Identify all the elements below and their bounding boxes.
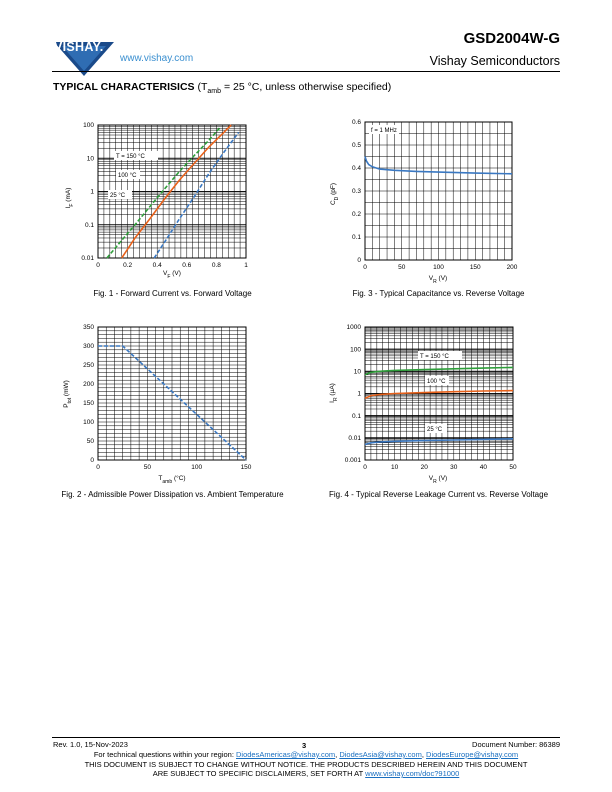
footer-notice-2 bbox=[0, 769, 612, 778]
fig4-xtick: 50 bbox=[509, 464, 517, 471]
fig2-ytick: 100 bbox=[83, 419, 94, 427]
website-link[interactable]: www.vishay.com bbox=[120, 53, 194, 64]
fig1-ytick: 1 bbox=[90, 188, 94, 196]
fig3-annotation: f = 1 MHz bbox=[371, 128, 397, 134]
fig3-ytick: 0.3 bbox=[351, 188, 361, 196]
fig4-ylabel: $I_R$ (µA) bbox=[329, 383, 339, 403]
footer-tech bbox=[0, 750, 612, 759]
section-title-pre: (T bbox=[194, 81, 208, 93]
fig1-ytick: 0.1 bbox=[84, 221, 94, 229]
fig4-xlabel: $V_R$ (V) bbox=[428, 475, 448, 485]
fig3-xtick: 50 bbox=[398, 264, 406, 271]
fig3-xtick: 100 bbox=[433, 264, 444, 271]
fig2-ytick: 0 bbox=[90, 457, 94, 465]
fig3-xlabel: $V_R$ (V) bbox=[428, 275, 448, 285]
fig2-caption: Fig. 2 - Admissible Power Dissipation vs. Ambient Temperature bbox=[61, 490, 284, 499]
fig1-xtick: 0.8 bbox=[211, 262, 221, 269]
section-title-post: = 25 °C, unless otherwise specified) bbox=[221, 81, 392, 93]
fig3-ytick: 0.1 bbox=[351, 234, 361, 242]
fig4-ytick: 1 bbox=[357, 390, 361, 398]
fig3-ytick: 0.2 bbox=[351, 211, 361, 219]
fig1-xtick: 0.4 bbox=[152, 262, 162, 269]
fig4-chart bbox=[325, 320, 525, 485]
fig2-xtick: 100 bbox=[191, 464, 203, 471]
fig2-chart bbox=[60, 320, 260, 485]
section-title bbox=[53, 81, 391, 95]
fig1-ytick: 10 bbox=[86, 155, 94, 163]
fig3-ytick: 0.5 bbox=[351, 142, 361, 150]
fig2-ylabel: $P_{tot}$ (mW) bbox=[63, 380, 73, 408]
fig1-ytick: 0.01 bbox=[81, 255, 94, 263]
fig2-ytick: 150 bbox=[83, 400, 94, 408]
footer-notice-1: THIS DOCUMENT IS SUBJECT TO CHANGE WITHOUT NOTICE. THE PRODUCTS DESCRIBED HEREIN AND THIS DOCUMENT bbox=[84, 760, 528, 769]
footer-rev: Rev. 1.0, 15-Nov-2023 bbox=[53, 740, 128, 749]
fig4-ytick: 0.1 bbox=[351, 412, 361, 420]
fig4-xtick: 0 bbox=[363, 464, 367, 471]
disclaimer-link[interactable]: www.vishay.com/doc?91000 bbox=[365, 769, 460, 778]
fig4-ytick: 0.01 bbox=[348, 435, 361, 443]
fig3-xtick: 200 bbox=[506, 264, 518, 271]
fig4-label-150: T = 150 °C bbox=[420, 354, 449, 360]
email-americas-link[interactable]: DiodesAmericas@vishay.com bbox=[236, 750, 336, 759]
fig4-ytick: 100 bbox=[350, 346, 361, 354]
footer-rule bbox=[52, 737, 560, 738]
fig2-xtick: 50 bbox=[143, 464, 151, 471]
fig1-xtick: 0.6 bbox=[182, 262, 192, 269]
fig4-ytick: 1000 bbox=[346, 324, 361, 332]
fig1-caption: Fig. 1 - Forward Current vs. Forward Voltage bbox=[93, 289, 252, 298]
section-title-sub: amb bbox=[207, 88, 222, 96]
fig2-xtick: 0 bbox=[96, 464, 100, 471]
fig4-ytick: 0.001 bbox=[344, 457, 361, 465]
fig3-ylabel: $C_D$ (pF) bbox=[330, 182, 340, 206]
fig3-xtick: 150 bbox=[469, 264, 481, 271]
fig2-xtick: 150 bbox=[240, 464, 252, 471]
footer-sep2: , bbox=[421, 750, 427, 759]
fig4-xtick: 40 bbox=[479, 464, 488, 471]
fig1-ytick: 100 bbox=[83, 122, 94, 130]
fig2-xlabel: $T_{amb}$ (°C) bbox=[158, 475, 186, 485]
footer-sep1: , bbox=[335, 750, 340, 759]
fig3-ytick: 0 bbox=[357, 257, 361, 265]
fig1-xlabel: $V_F$ (V) bbox=[163, 270, 181, 280]
fig3-caption: Fig. 3 - Typical Capacitance vs. Reverse Voltage bbox=[352, 289, 525, 298]
fig4-xtick: 30 bbox=[450, 464, 458, 471]
fig1-label-150: T = 150 °C bbox=[116, 154, 145, 160]
fig2-ytick: 350 bbox=[83, 324, 94, 332]
fig1-chart bbox=[60, 118, 260, 278]
fig1-ylabel: $I_F$ (mA) bbox=[65, 187, 75, 209]
email-europe-link[interactable]: DiodesEurope@vishay.com bbox=[426, 750, 519, 759]
email-asia-link[interactable]: DiodesAsia@vishay.com bbox=[339, 750, 422, 759]
fig3-ytick: 0.4 bbox=[351, 165, 361, 173]
section-title-bold: TYPICAL CHARACTERISICS bbox=[53, 81, 195, 93]
fig4-label-25: 25 °C bbox=[427, 427, 443, 433]
fig4-label-100: 100 °C bbox=[427, 379, 446, 385]
fig1-label-25: 25 °C bbox=[110, 193, 126, 199]
fig2-ytick: 50 bbox=[86, 438, 94, 446]
fig2-ytick: 200 bbox=[83, 381, 94, 389]
footer-docnum: Document Number: 86389 bbox=[472, 740, 560, 749]
company-name: Vishay Semiconductors bbox=[429, 54, 560, 68]
footer-page: 3 bbox=[302, 741, 307, 750]
header-rule bbox=[52, 71, 560, 72]
fig1-label-100: 100 °C bbox=[118, 173, 137, 179]
logo-text: VISHAY. bbox=[54, 40, 104, 54]
fig1-xtick: 0 bbox=[96, 262, 100, 269]
footer-notice-2-pre: ARE SUBJECT TO SPECIFIC DISCLAIMERS, SET FORTH AT bbox=[152, 769, 366, 778]
fig2-ytick: 250 bbox=[83, 362, 94, 370]
fig1-xtick: 1 bbox=[244, 262, 248, 269]
fig1-xtick: 0.2 bbox=[123, 262, 133, 269]
part-number: GSD2004W-G bbox=[463, 30, 560, 47]
fig4-xtick: 20 bbox=[420, 464, 428, 471]
footer-tech-pre: For technical questions within your region: bbox=[93, 750, 236, 759]
fig4-ytick: 10 bbox=[353, 368, 361, 376]
fig2-ytick: 300 bbox=[83, 343, 94, 351]
fig4-caption: Fig. 4 - Typical Reverse Leakage Current vs. Reverse Voltage bbox=[328, 490, 549, 499]
fig4-xtick: 10 bbox=[390, 464, 399, 471]
fig3-xtick: 0 bbox=[363, 264, 367, 271]
fig3-chart bbox=[325, 118, 525, 285]
fig3-ytick: 0.6 bbox=[351, 119, 361, 127]
